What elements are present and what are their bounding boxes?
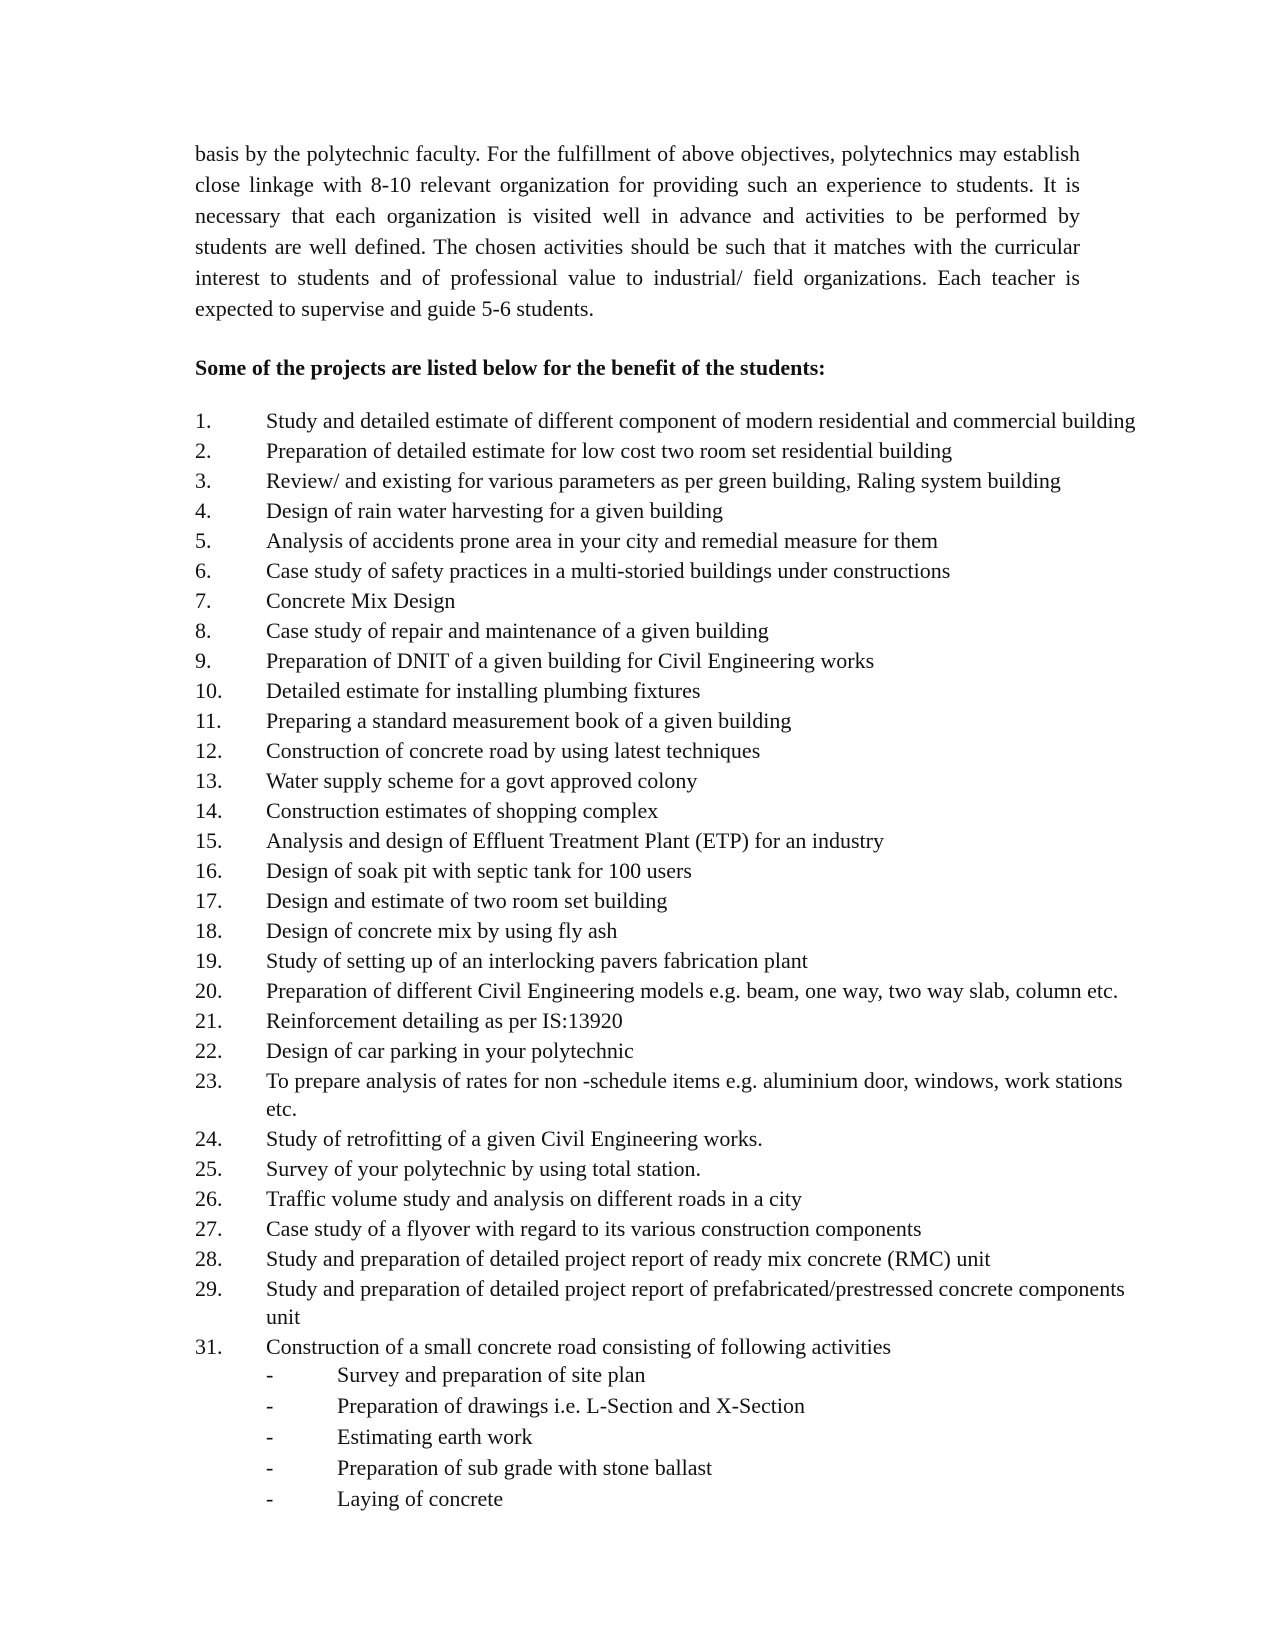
- project-number: 27.: [195, 1216, 223, 1241]
- project-text: Case study of repair and maintenance of a given building: [266, 618, 769, 643]
- sub-activity: [195, 1361, 1145, 1392]
- project-number: 26.: [195, 1186, 223, 1211]
- project-number: 25.: [195, 1156, 223, 1181]
- project-item: [195, 1215, 1145, 1245]
- project-number: 19.: [195, 948, 223, 973]
- project-number: 31.: [195, 1334, 223, 1359]
- sub-activity-list: [266, 1361, 1145, 1516]
- dash-bullet: -: [266, 1455, 274, 1480]
- project-number: 28.: [195, 1246, 223, 1271]
- project-text: Concrete Mix Design: [266, 588, 456, 613]
- project-text: Review/ and existing for various parameters as per green building, Raling system building: [266, 468, 1061, 493]
- project-item: [195, 1037, 1145, 1067]
- project-number: 4.: [195, 498, 212, 523]
- project-number: 23.: [195, 1068, 223, 1093]
- project-number: 22.: [195, 1038, 223, 1063]
- sub-activity-text: Survey and preparation of site plan: [337, 1362, 646, 1387]
- project-text: Water supply scheme for a govt approved colony: [266, 768, 698, 793]
- project-number: 12.: [195, 738, 223, 763]
- project-item: [195, 557, 1145, 587]
- project-item: [195, 437, 1145, 467]
- project-text: Preparation of DNIT of a given building for Civil Engineering works: [266, 648, 875, 673]
- project-item: [195, 887, 1145, 917]
- sub-activity-text: Estimating earth work: [337, 1424, 533, 1449]
- project-number: 11.: [195, 708, 222, 733]
- project-number: 24.: [195, 1126, 223, 1151]
- project-number: 21.: [195, 1008, 223, 1033]
- project-number: 15.: [195, 828, 223, 853]
- project-item: [195, 497, 1145, 527]
- project-text: Reinforcement detailing as per IS:13920: [266, 1008, 623, 1033]
- intro-paragraph: basis by the polytechnic faculty. For the fulfillment of above objectives, polytechnics may establish close linkage with 8-10 relevant organization for providing such an experience to students. It is necessary that each organization is visited well in advance and activities to be performed by students are well defined. The chosen activities should be such that it matches with the curricular interest to students and of professional value to industrial/ field organizations. Each teacher is expected to supervise and guide 5-6 students.: [195, 141, 1080, 321]
- project-number: 10.: [195, 678, 223, 703]
- project-number: 14.: [195, 798, 223, 823]
- project-text: Design and estimate of two room set building: [266, 888, 668, 913]
- project-number: 3.: [195, 468, 212, 493]
- project-item: [195, 707, 1145, 737]
- project-text: Case study of a flyover with regard to its various construction components: [266, 1216, 922, 1241]
- sub-activity-text: Preparation of drawings i.e. L-Section and X-Section: [337, 1393, 805, 1418]
- project-item: [195, 647, 1145, 677]
- project-text: Construction of concrete road by using latest techniques: [266, 738, 761, 763]
- project-item: [195, 1155, 1145, 1185]
- project-text: Design of rain water harvesting for a given building: [266, 498, 723, 523]
- project-number: 1.: [195, 408, 212, 433]
- project-text: Detailed estimate for installing plumbing fixtures: [266, 678, 701, 703]
- dash-bullet: -: [266, 1393, 274, 1418]
- project-item: [195, 1333, 1145, 1518]
- sub-activity-text: Laying of concrete: [337, 1486, 504, 1511]
- project-text: Analysis and design of Effluent Treatment Plant (ETP) for an industry: [266, 828, 884, 853]
- project-text: Study of setting up of an interlocking pavers fabrication plant: [266, 948, 808, 973]
- project-item: [195, 1245, 1145, 1275]
- project-number: 13.: [195, 768, 223, 793]
- sub-activity: [195, 1423, 1145, 1454]
- project-number: 7.: [195, 588, 212, 613]
- project-text: Design of car parking in your polytechnic: [266, 1038, 634, 1063]
- project-item: [195, 1275, 1145, 1333]
- project-item: [195, 467, 1145, 497]
- dash-bullet: -: [266, 1424, 274, 1449]
- sub-activity: [195, 1392, 1145, 1423]
- project-item: [195, 917, 1145, 947]
- project-item: [195, 1125, 1145, 1155]
- project-text: Study and detailed estimate of different component of modern residential and commercial building: [266, 408, 1136, 433]
- project-item: [195, 677, 1145, 707]
- project-item: [195, 977, 1145, 1007]
- project-text: Design of concrete mix by using fly ash: [266, 918, 618, 943]
- project-item: [195, 947, 1145, 977]
- project-text: Preparation of detailed estimate for low cost two room set residential building: [266, 438, 953, 463]
- project-item: [195, 737, 1145, 767]
- dash-bullet: -: [266, 1486, 274, 1511]
- project-text: Traffic volume study and analysis on different roads in a city: [266, 1186, 803, 1211]
- projects-heading: Some of the projects are listed below for the benefit of the students:: [195, 355, 826, 380]
- project-number: 6.: [195, 558, 212, 583]
- project-number: 16.: [195, 858, 223, 883]
- project-item: [195, 1007, 1145, 1037]
- sub-activity-text: Preparation of sub grade with stone ballast: [337, 1455, 713, 1480]
- project-item: [195, 407, 1145, 437]
- project-text: Preparation of different Civil Engineering models e.g. beam, one way, two way slab, column etc.: [266, 978, 1119, 1003]
- project-text: Analysis of accidents prone area in your city and remedial measure for them: [266, 528, 938, 553]
- project-item: [195, 857, 1145, 887]
- project-text: Study and preparation of detailed project report of prefabricated/prestressed concrete components unit: [266, 1276, 1125, 1329]
- project-text: Construction of a small concrete road consisting of following activities: [266, 1334, 892, 1359]
- project-number: 20.: [195, 978, 223, 1003]
- project-number: 2.: [195, 438, 212, 463]
- project-text: Case study of safety practices in a multi-storied buildings under constructions: [266, 558, 951, 583]
- project-number: 18.: [195, 918, 223, 943]
- dash-bullet: -: [266, 1362, 274, 1387]
- project-item: [195, 767, 1145, 797]
- project-item: [195, 1067, 1145, 1125]
- project-text: Survey of your polytechnic by using total station.: [266, 1156, 702, 1181]
- project-item: [195, 1185, 1145, 1215]
- project-item: [195, 587, 1145, 617]
- project-item: [195, 797, 1145, 827]
- project-text: Preparing a standard measurement book of a given building: [266, 708, 792, 733]
- project-text: Construction estimates of shopping complex: [266, 798, 659, 823]
- project-list: [195, 407, 1145, 1518]
- project-number: 9.: [195, 648, 212, 673]
- project-text: To prepare analysis of rates for non -schedule items e.g. aluminium door, windows, work stations etc.: [266, 1068, 1123, 1121]
- project-item: [195, 617, 1145, 647]
- sub-activity: [195, 1454, 1145, 1485]
- project-item: [195, 827, 1145, 857]
- sub-activity: [195, 1485, 1145, 1516]
- project-number: 17.: [195, 888, 223, 913]
- project-number: 8.: [195, 618, 212, 643]
- project-text: Design of soak pit with septic tank for 100 users: [266, 858, 692, 883]
- project-item: [195, 527, 1145, 557]
- project-text: Study of retrofitting of a given Civil Engineering works.: [266, 1126, 763, 1151]
- project-body: [266, 1333, 1145, 1516]
- project-number: 5.: [195, 528, 212, 553]
- project-text: Study and preparation of detailed project report of ready mix concrete (RMC) unit: [266, 1246, 991, 1271]
- project-number: 29.: [195, 1276, 223, 1301]
